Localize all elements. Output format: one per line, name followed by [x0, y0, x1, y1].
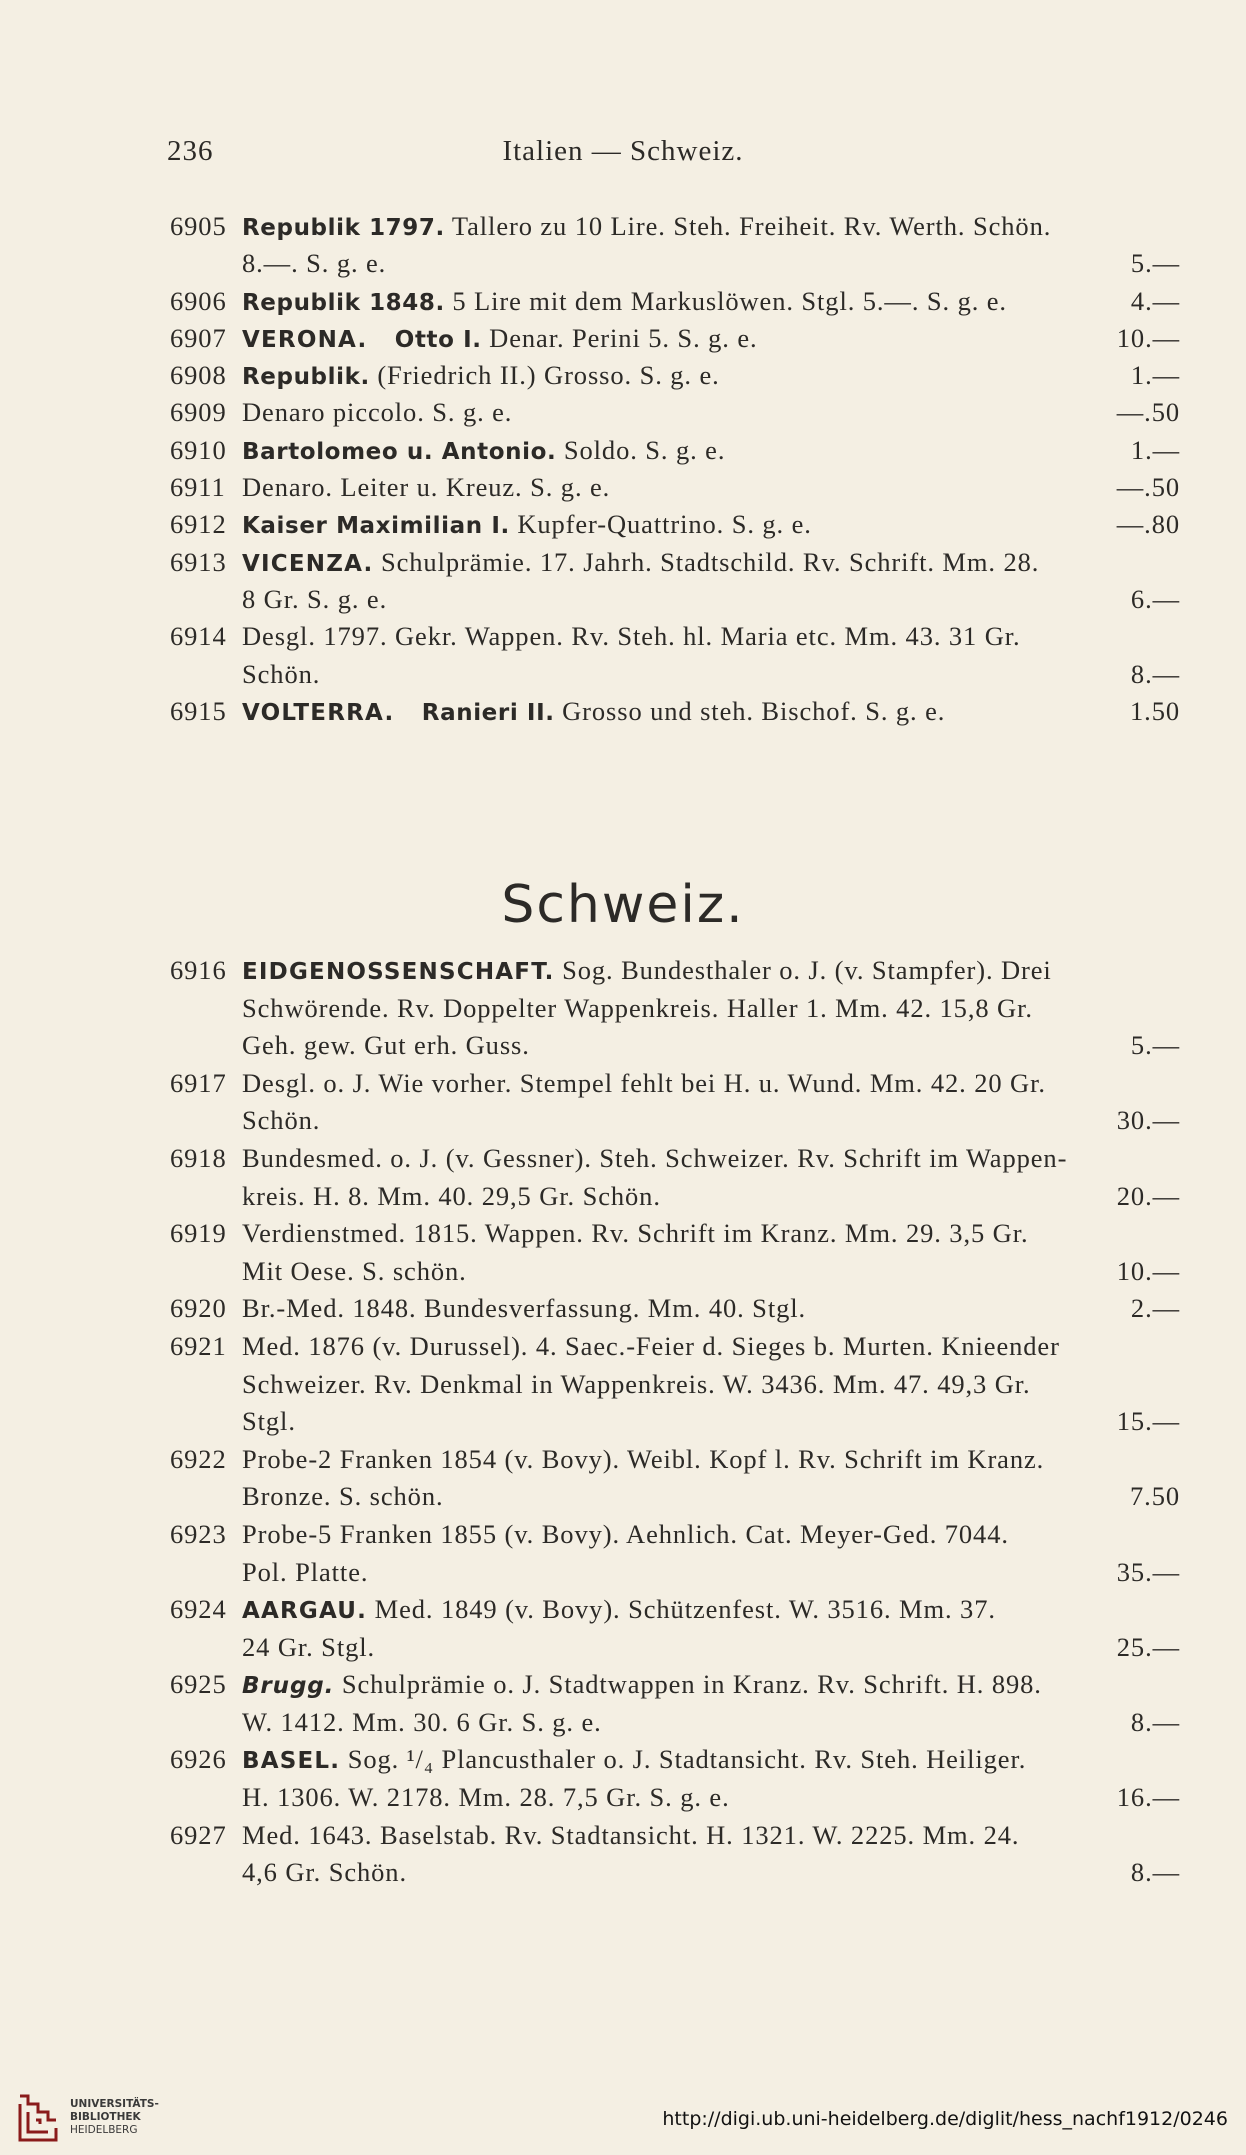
lot-description	[242, 1328, 1060, 1366]
lot-text: Schön.	[242, 658, 321, 689]
lot-text: 24 Gr. Stgl.	[242, 1631, 376, 1662]
library-logo-icon	[14, 2090, 62, 2146]
entry-line	[170, 283, 1180, 320]
entry-line	[170, 581, 1180, 618]
lot-heading: VERONA.	[242, 326, 368, 353]
lot-price: —.80	[1116, 509, 1180, 540]
lot-text: Grosso und steh. Bischof. S. g. e.	[554, 695, 946, 726]
entry-line	[170, 952, 1180, 990]
entry-line	[170, 1140, 1180, 1178]
entry-line	[170, 1178, 1180, 1216]
italy-entries	[170, 208, 1180, 730]
lot-text: Stgl.	[242, 1406, 296, 1437]
lot-heading: Brugg.	[242, 1673, 335, 1700]
lot-description	[242, 618, 1021, 655]
lot-price: 5.—	[1130, 248, 1180, 279]
lot-price: 1.50	[1130, 695, 1180, 726]
lot-heading: VOLTERRA.	[242, 699, 395, 726]
entry-line	[170, 1102, 1180, 1140]
lot-description	[242, 1817, 1019, 1855]
lot-description	[242, 432, 725, 471]
entry-line	[170, 208, 1180, 245]
page-header	[0, 135, 1246, 175]
lot-text: Denaro piccolo. S. g. e.	[242, 397, 513, 428]
lot-number: 6907	[170, 322, 227, 353]
lot-description	[242, 1441, 1044, 1479]
lot-text: Probe-2 Franken 1854 (v. Bovy). Weibl. Kopf l. Rv. Schrift im Kranz.	[242, 1443, 1045, 1474]
lot-text: Probe-5 Franken 1855 (v. Bovy). Aehnlich. Cat. Meyer-Ged. 7044.	[242, 1518, 1009, 1549]
lot-description	[242, 1102, 320, 1140]
library-logo[interactable]	[14, 2090, 174, 2146]
lot-description	[242, 245, 386, 282]
lot-price: 7.50	[1130, 1481, 1180, 1512]
lot-heading: EIDGENOSSENSCHAFT.	[242, 959, 555, 985]
lot-heading: AARGAU.	[242, 1598, 368, 1625]
catalog-entry	[170, 469, 1180, 506]
lot-description	[242, 990, 1033, 1028]
lot-description	[242, 1666, 1042, 1706]
catalog-entry	[170, 544, 1180, 619]
catalog-entry	[170, 693, 1180, 730]
lot-description	[242, 1478, 444, 1516]
lot-price: 15.—	[1116, 1406, 1180, 1437]
lot-number: 6916	[170, 955, 227, 985]
catalog-entry	[170, 432, 1180, 469]
lot-description	[242, 1215, 1029, 1253]
entry-line	[170, 320, 1180, 357]
logo-line-2: BIBLIOTHEK	[70, 2111, 141, 2123]
entry-line	[170, 245, 1180, 282]
lot-text: Denar. Perini 5. S. g. e.	[481, 322, 758, 353]
lot-price: 16.—	[1116, 1782, 1180, 1813]
lot-number: 6921	[170, 1330, 227, 1361]
source-url-link[interactable]: http://digi.ub.uni-heidelberg.de/diglit/hess_nachf1912/0246	[662, 2108, 1228, 2130]
lot-number: 6917	[170, 1067, 227, 1098]
entry-line	[170, 1741, 1180, 1779]
entry-line	[170, 1328, 1180, 1366]
lot-price: 8.—	[1130, 1706, 1180, 1737]
lot-description	[242, 357, 720, 396]
lot-number: 6915	[170, 695, 227, 726]
lot-heading: Bartolomeo u. Antonio.	[242, 438, 557, 465]
lot-description	[242, 506, 812, 545]
entry-line	[170, 1215, 1180, 1253]
lot-text: Geh. gew. Gut erh. Guss.	[242, 1030, 530, 1061]
lot-heading: BASEL.	[242, 1748, 341, 1775]
lot-text: Schwörende. Rv. Doppelter Wappenkreis. Haller 1. Mm. 42. 15,8 Gr.	[242, 992, 1033, 1023]
lot-description	[242, 1554, 368, 1592]
lot-heading: Republik 1848.	[242, 289, 445, 316]
entry-line	[170, 1065, 1180, 1103]
catalog-entry	[170, 320, 1180, 357]
lot-price: 25.—	[1116, 1631, 1180, 1662]
entry-line	[170, 394, 1180, 431]
lot-description	[242, 469, 610, 506]
lot-description	[242, 1741, 1026, 1781]
catalog-entry	[170, 506, 1180, 543]
lot-heading: Republik 1797.	[242, 215, 445, 241]
lot-price: —.50	[1116, 397, 1180, 428]
catalog-entry	[170, 1516, 1180, 1591]
lot-text: (Friedrich II.) Grosso. S. g. e.	[369, 360, 720, 391]
lot-number: 6927	[170, 1819, 227, 1850]
lot-number: 6924	[170, 1594, 227, 1625]
lot-price: 6.—	[1130, 583, 1180, 614]
lot-number: 6922	[170, 1443, 227, 1474]
lot-text: 8 Gr. S. g. e.	[242, 583, 388, 614]
lot-description	[242, 581, 387, 618]
swiss-entries	[170, 952, 1180, 1892]
lot-number: 6911	[170, 472, 226, 503]
lot-heading: Kaiser Maximilian I.	[242, 513, 510, 540]
lot-number: 6914	[170, 621, 227, 652]
lot-description	[242, 208, 1051, 247]
running-title: Italien — Schweiz.	[502, 135, 744, 167]
lot-subheading: Ranieri II.	[421, 699, 555, 726]
lot-number: 6909	[170, 397, 227, 428]
catalog-entry	[170, 394, 1180, 431]
lot-text: Mit Oese. S. schön.	[242, 1255, 467, 1286]
lot-price: 10.—	[1116, 1255, 1180, 1286]
lot-price: 1.—	[1130, 434, 1180, 465]
lot-text: Bronze. S. schön.	[242, 1481, 444, 1512]
entry-line	[170, 1854, 1180, 1892]
lot-text: Schön.	[242, 1105, 321, 1136]
catalog-entry	[170, 1215, 1180, 1290]
entry-line	[170, 1441, 1180, 1479]
entry-line	[170, 432, 1180, 469]
lot-description	[242, 1253, 467, 1291]
lot-text: 5 Lire mit dem Markuslöwen. Stgl. 5.—. S. g. e.	[444, 285, 1007, 316]
catalog-entry	[170, 1591, 1180, 1666]
lot-price: 30.—	[1116, 1105, 1180, 1136]
lot-text: Tallero zu 10 Lire. Steh. Freiheit. Rv. Werth. Schön.	[444, 211, 1052, 241]
lot-text: Pol. Platte.	[242, 1556, 369, 1587]
entry-line	[170, 544, 1180, 581]
catalog-entry	[170, 1741, 1180, 1816]
lot-price: 8.—	[1130, 658, 1180, 689]
lot-number: 6913	[170, 546, 227, 577]
lot-text: Med. 1876 (v. Durussel). 4. Saec.-Feier d. Sieges b. Murten. Knieender	[242, 1330, 1060, 1361]
lot-number: 6912	[170, 509, 227, 540]
lot-description	[242, 693, 945, 732]
lot-text: 8.—. S. g. e.	[242, 248, 387, 279]
catalog-entry	[170, 1065, 1180, 1140]
lot-price: 8.—	[1130, 1857, 1180, 1888]
lot-price: 1.—	[1130, 360, 1180, 391]
catalog-entry	[170, 208, 1180, 283]
catalog-entry	[170, 618, 1180, 693]
lot-text: Schulprämie. 17. Jahrh. Stadtschild. Rv. Schrift. Mm. 28.	[373, 546, 1040, 577]
lot-text: Sog. Bundesthaler o. J. (v. Stampfer). Drei	[554, 955, 1052, 985]
lot-text: Soldo. S. g. e.	[556, 434, 726, 465]
lot-text: Verdienstmed. 1815. Wappen. Rv. Schrift im Kranz. Mm. 29. 3,5 Gr.	[242, 1218, 1029, 1249]
entry-line	[170, 1666, 1180, 1704]
lot-price: 10.—	[1116, 322, 1180, 353]
library-logo-text	[70, 2098, 159, 2137]
lot-heading: Republik.	[242, 364, 370, 391]
lot-description	[242, 1704, 602, 1742]
catalog-entry	[170, 1140, 1180, 1215]
entry-line	[170, 990, 1180, 1028]
logo-line-3: HEIDELBERG	[70, 2124, 138, 2136]
lot-price: —.50	[1116, 472, 1180, 503]
lot-text: H. 1306. W. 2178. Mm. 28. 7,5 Gr. S. g. e.	[242, 1782, 730, 1813]
lot-text: Kupfer-Quattrino. S. g. e.	[509, 509, 812, 540]
lot-description	[242, 1290, 806, 1328]
lot-description	[242, 1629, 375, 1667]
lot-description	[242, 1065, 1046, 1103]
lot-number: 6920	[170, 1293, 227, 1324]
lot-number: 6906	[170, 285, 227, 316]
lot-text: Desgl. o. J. Wie vorher. Stempel fehlt bei H. u. Wund. Mm. 42. 20 Gr.	[242, 1067, 1046, 1098]
lot-price: 20.—	[1116, 1180, 1180, 1211]
lot-description	[242, 283, 1007, 322]
entry-line	[170, 1516, 1180, 1554]
entry-line	[170, 1478, 1180, 1516]
entry-line	[170, 1629, 1180, 1667]
catalog-entry	[170, 1666, 1180, 1741]
lot-price: 35.—	[1116, 1556, 1180, 1587]
lot-price: 2.—	[1130, 1293, 1180, 1324]
page-number: 236	[167, 135, 214, 167]
lot-description	[242, 1516, 1009, 1554]
lot-description	[242, 1854, 407, 1892]
entry-line	[170, 656, 1180, 693]
lot-text: Br.-Med. 1848. Bundesverfassung. Mm. 40. Stgl.	[242, 1293, 807, 1324]
catalog-entry	[170, 1441, 1180, 1516]
catalog-entry	[170, 283, 1180, 320]
lot-text: Med. 1643. Baselstab. Rv. Stadtansicht. H. 1321. W. 2225. Mm. 24.	[242, 1819, 1020, 1850]
lot-subheading: Otto I.	[394, 326, 482, 353]
entry-line	[170, 1591, 1180, 1629]
catalog-entry	[170, 1328, 1180, 1441]
entry-line	[170, 1817, 1180, 1855]
entry-line	[170, 618, 1180, 655]
entry-line	[170, 1366, 1180, 1404]
lot-heading: VICENZA.	[242, 550, 374, 577]
lot-description	[242, 1140, 1067, 1178]
lot-text: Schweizer. Rv. Denkmal in Wappenkreis. W. 3436. Mm. 47. 49,3 Gr.	[242, 1368, 1031, 1399]
entry-line	[170, 357, 1180, 394]
lot-description	[242, 394, 512, 431]
lot-description	[242, 1178, 661, 1216]
lot-text: 4,6 Gr. Schön.	[242, 1857, 407, 1888]
catalog-entry	[170, 357, 1180, 394]
lot-number: 6918	[170, 1142, 227, 1173]
lot-number: 6923	[170, 1518, 227, 1549]
catalog-entry	[170, 1817, 1180, 1892]
catalog-entry	[170, 952, 1180, 1065]
entry-line	[170, 506, 1180, 543]
lot-text: Desgl. 1797. Gekr. Wappen. Rv. Steh. hl. Maria etc. Mm. 43. 31 Gr.	[242, 621, 1021, 652]
lot-price: 4.—	[1130, 285, 1180, 316]
entry-line	[170, 1704, 1180, 1742]
entry-line	[170, 1253, 1180, 1291]
lot-description	[242, 1027, 530, 1065]
entry-line	[170, 1554, 1180, 1592]
catalog-entry	[170, 1290, 1180, 1328]
lot-price: 5.—	[1130, 1030, 1180, 1061]
entry-line	[170, 693, 1180, 730]
lot-text: Schulprämie o. J. Stadtwappen in Kranz. Rv. Schrift. H. 898.	[334, 1669, 1042, 1700]
section-title: Schweiz.	[501, 875, 745, 935]
lot-text: Sog. ¹/₄ Plancusthaler o. J. Stadtansicht. Rv. Steh. Heiliger.	[340, 1744, 1027, 1775]
lot-description	[242, 656, 320, 693]
lot-number: 6910	[170, 434, 227, 465]
lot-number: 6919	[170, 1218, 227, 1249]
lot-number: 6905	[170, 211, 227, 241]
entry-line	[170, 1027, 1180, 1065]
entry-line	[170, 469, 1180, 506]
lot-text: Bundesmed. o. J. (v. Gessner). Steh. Schweizer. Rv. Schrift im Wappen-	[242, 1142, 1068, 1173]
lot-number: 6908	[170, 360, 227, 391]
entry-line	[170, 1290, 1180, 1328]
lot-description	[242, 544, 1039, 583]
lot-text: Med. 1849 (v. Bovy). Schützenfest. W. 3516. Mm. 37.	[367, 1594, 996, 1625]
lot-description	[242, 952, 1052, 992]
entry-line	[170, 1403, 1180, 1441]
lot-description	[242, 1366, 1031, 1404]
lot-text: W. 1412. Mm. 30. 6 Gr. S. g. e.	[242, 1706, 602, 1737]
lot-description	[242, 320, 758, 359]
lot-description	[242, 1591, 996, 1631]
lot-text: Denaro. Leiter u. Kreuz. S. g. e.	[242, 472, 611, 503]
lot-number: 6925	[170, 1669, 227, 1700]
logo-line-1: UNIVERSITÄTS-	[70, 2098, 159, 2110]
lot-number: 6926	[170, 1744, 227, 1775]
entry-line	[170, 1779, 1180, 1817]
lot-description	[242, 1779, 730, 1817]
lot-description	[242, 1403, 296, 1441]
lot-text: kreis. H. 8. Mm. 40. 29,5 Gr. Schön.	[242, 1180, 661, 1211]
